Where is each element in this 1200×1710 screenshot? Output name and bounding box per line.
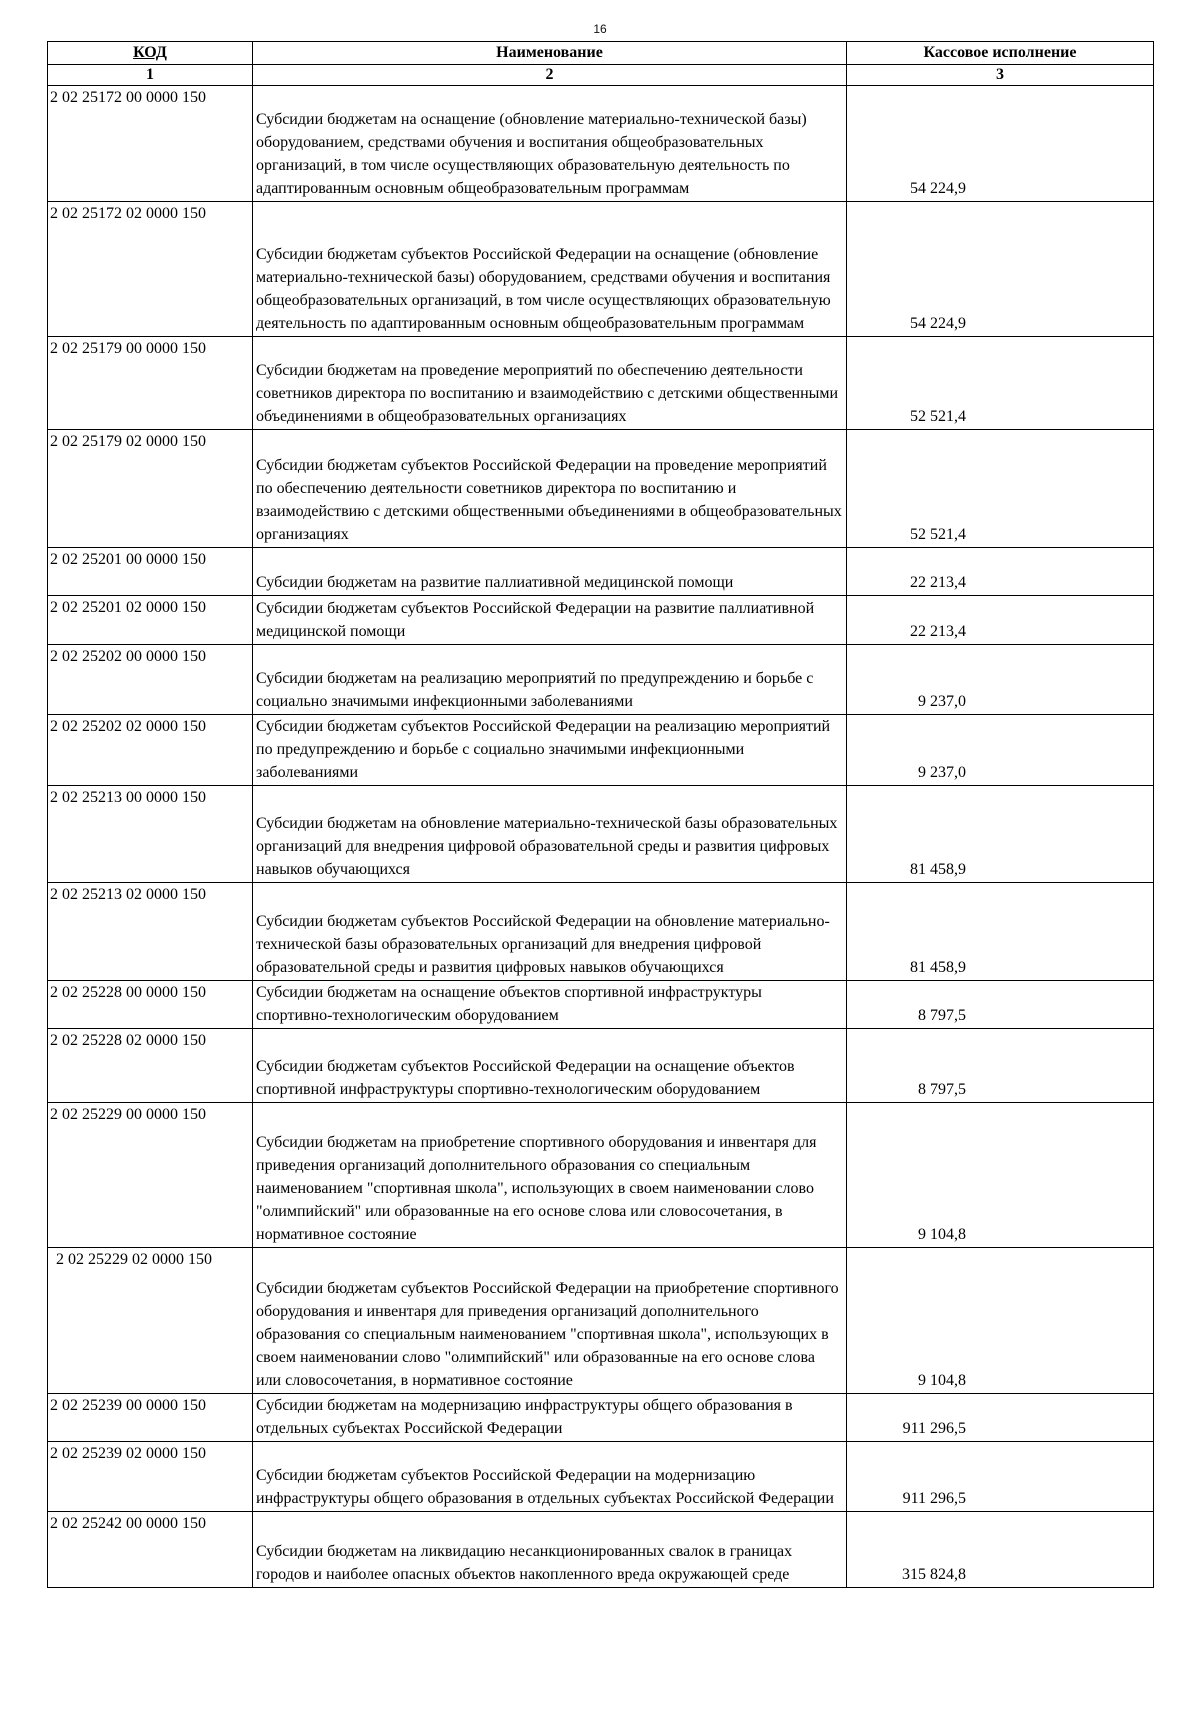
- row-name: Субсидии бюджетам субъектов Российской Федерации на приобретение спортивного оборудования и инвентаря для приведения организаций дополнительного образования со специальным наименованием "спортивная школа", использующих в своем наименовании слово "олимпийский" или образованные на его основе слова или словосочетания, в нормативное состояние: [253, 1248, 847, 1394]
- row-name: Субсидии бюджетам на развитие паллиативной медицинской помощи: [253, 548, 847, 596]
- table-row: [48, 1442, 1154, 1512]
- row-name: Субсидии бюджетам на оснащение объектов спортивной инфраструктуры спортивно-технологическим оборудованием: [253, 981, 847, 1029]
- table-row: [48, 981, 1154, 1029]
- row-code: 2 02 25229 00 0000 150: [48, 1103, 253, 1248]
- row-name: Субсидии бюджетам субъектов Российской Федерации на обновление материально-технической базы образовательных организаций для внедрения цифровой образовательной среды и развития цифровых навыков обучающихся: [253, 883, 847, 981]
- row-name: Субсидии бюджетам на реализацию мероприятий по предупреждению и борьбе с социально значимыми инфекционными заболеваниями: [253, 645, 847, 715]
- table-row: [48, 548, 1154, 596]
- column-number-name: 2: [253, 65, 847, 86]
- row-value: 81 458,9: [847, 883, 1154, 981]
- table-row: [48, 430, 1154, 548]
- row-code: 2 02 25172 00 0000 150: [48, 86, 253, 202]
- table-row: [48, 883, 1154, 981]
- table-row: [48, 1394, 1154, 1442]
- row-name: Субсидии бюджетам субъектов Российской Федерации на оснащение объектов спортивной инфраструктуры спортивно-технологическим оборудованием: [253, 1029, 847, 1103]
- table-row: [48, 1103, 1154, 1248]
- table-row: [48, 202, 1154, 337]
- row-code: 2 02 25201 02 0000 150: [48, 596, 253, 645]
- row-code: 2 02 25201 00 0000 150: [48, 548, 253, 596]
- row-code: 2 02 25242 00 0000 150: [48, 1512, 253, 1588]
- table-row: [48, 596, 1154, 645]
- row-name: Субсидии бюджетам субъектов Российской Федерации на проведение мероприятий по обеспечению деятельности советников директора по воспитанию и взаимодействию с детскими общественными объединениями в общеобразовательных организациях: [253, 430, 847, 548]
- table-column-number-row: [48, 65, 1154, 86]
- table-row: [48, 715, 1154, 786]
- row-name: Субсидии бюджетам субъектов Российской Федерации на реализацию мероприятий по предупреждению и борьбе с социально значимыми инфекционными заболеваниями: [253, 715, 847, 786]
- table-row: [48, 1029, 1154, 1103]
- row-code: 2 02 25179 02 0000 150: [48, 430, 253, 548]
- column-number-value: 3: [847, 65, 1154, 86]
- row-code: 2 02 25172 02 0000 150: [48, 202, 253, 337]
- row-value: 911 296,5: [847, 1394, 1154, 1442]
- header-value: Кассовое исполнение: [847, 42, 1154, 65]
- row-name: Субсидии бюджетам субъектов Российской Федерации на развитие паллиативной медицинской помощи: [253, 596, 847, 645]
- row-value: 8 797,5: [847, 981, 1154, 1029]
- row-name: Субсидии бюджетам на приобретение спортивного оборудования и инвентаря для приведения организаций дополнительного образования со специальным наименованием "спортивная школа", использующих в своем наименовании слово "олимпийский" или образованные на его основе слова или словосочетания, в нормативное состояние: [253, 1103, 847, 1248]
- row-value: 81 458,9: [847, 786, 1154, 883]
- row-value: 911 296,5: [847, 1442, 1154, 1512]
- row-name: Субсидии бюджетам на обновление материально-технической базы образовательных организаций для внедрения цифровой образовательной среды и развития цифровых навыков обучающихся: [253, 786, 847, 883]
- row-value: 22 213,4: [847, 548, 1154, 596]
- row-name: Субсидии бюджетам субъектов Российской Федерации на оснащение (обновление материально-технической базы) оборудованием, средствами обучения и воспитания общеобразовательных организаций, в том числе осуществляющих образовательную деятельность по адаптированным основным общеобразовательным программам: [253, 202, 847, 337]
- row-name: Субсидии бюджетам на модернизацию инфраструктуры общего образования в отдельных субъектах Российской Федерации: [253, 1394, 847, 1442]
- table-row: [48, 645, 1154, 715]
- table-row: [48, 1248, 1154, 1394]
- row-code: 2 02 25239 00 0000 150: [48, 1394, 253, 1442]
- row-code: 2 02 25213 02 0000 150: [48, 883, 253, 981]
- header-code: КОД: [48, 42, 253, 65]
- row-value: 52 521,4: [847, 430, 1154, 548]
- header-name: Наименование: [253, 42, 847, 65]
- row-value: 9 104,8: [847, 1248, 1154, 1394]
- row-code: 2 02 25239 02 0000 150: [48, 1442, 253, 1512]
- table-row: [48, 786, 1154, 883]
- row-value: 9 104,8: [847, 1103, 1154, 1248]
- row-code: 2 02 25228 02 0000 150: [48, 1029, 253, 1103]
- row-code: 2 02 25202 02 0000 150: [48, 715, 253, 786]
- row-code: 2 02 25228 00 0000 150: [48, 981, 253, 1029]
- row-value: 54 224,9: [847, 202, 1154, 337]
- row-name: Субсидии бюджетам на проведение мероприятий по обеспечению деятельности советников директора по воспитанию и взаимодействию с детскими общественными объединениями в общеобразовательных организациях: [253, 337, 847, 430]
- row-value: 54 224,9: [847, 86, 1154, 202]
- row-value: 22 213,4: [847, 596, 1154, 645]
- row-name: Субсидии бюджетам субъектов Российской Федерации на модернизацию инфраструктуры общего образования в отдельных субъектах Российской Федерации: [253, 1442, 847, 1512]
- row-name: Субсидии бюджетам на ликвидацию несанкционированных свалок в границах городов и наиболее опасных объектов накопленного вреда окружающей среде: [253, 1512, 847, 1588]
- row-code: 2 02 25179 00 0000 150: [48, 337, 253, 430]
- table-row: [48, 1512, 1154, 1588]
- row-code: 2 02 25229 02 0000 150: [48, 1248, 253, 1394]
- column-number-code: 1: [48, 65, 253, 86]
- budget-execution-table: [47, 41, 1154, 1588]
- table-row: [48, 86, 1154, 202]
- table-row: [48, 337, 1154, 430]
- page-number: 16: [593, 22, 607, 36]
- row-value: 52 521,4: [847, 337, 1154, 430]
- row-value: 8 797,5: [847, 1029, 1154, 1103]
- row-value: 315 824,8: [847, 1512, 1154, 1588]
- row-code: 2 02 25213 00 0000 150: [48, 786, 253, 883]
- row-value: 9 237,0: [847, 645, 1154, 715]
- row-name: Субсидии бюджетам на оснащение (обновление материально-технической базы) оборудованием, средствами обучения и воспитания общеобразовательных организаций, в том числе осуществляющих образовательную деятельность по адаптированным основным общеобразовательным программам: [253, 86, 847, 202]
- row-code: 2 02 25202 00 0000 150: [48, 645, 253, 715]
- row-value: 9 237,0: [847, 715, 1154, 786]
- table-header-row: [48, 42, 1154, 65]
